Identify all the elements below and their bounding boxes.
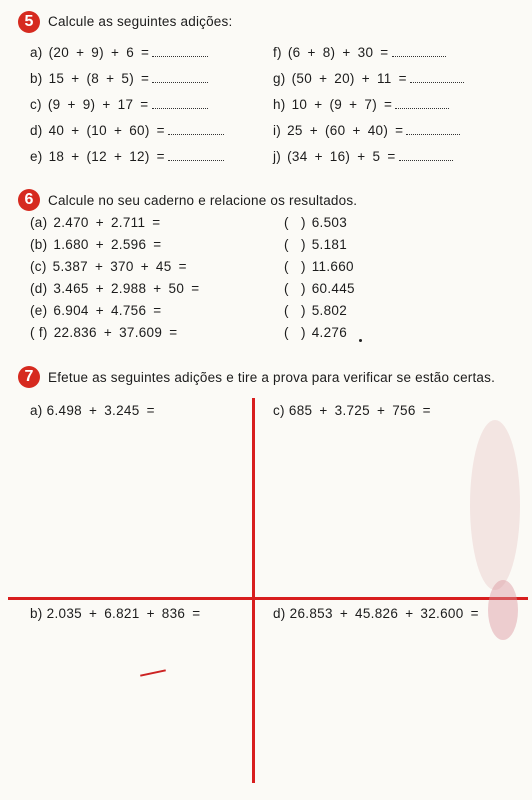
item-label: f)	[273, 45, 282, 60]
item-expression: 6.904 + 4.756 =	[53, 303, 162, 318]
exercise-row	[284, 325, 347, 340]
answer-parenthesis[interactable]: ( )	[284, 237, 306, 252]
exercise-row	[30, 303, 162, 318]
item-label: (a)	[30, 215, 48, 230]
exercise-row	[273, 123, 460, 138]
answer-blank[interactable]	[399, 150, 453, 161]
item-label: a)	[30, 45, 43, 60]
exercise-5-number: 5	[18, 11, 40, 33]
exercise-row	[284, 215, 347, 230]
exercise-row	[30, 237, 162, 252]
item-expression: (34 + 16) + 5 =	[287, 149, 396, 164]
item-label: d)	[273, 606, 286, 621]
exercise-6-instruction: Calcule no seu caderno e relacione os resultados.	[48, 193, 358, 208]
item-label: i)	[273, 123, 282, 138]
result-value: 11.660	[311, 259, 354, 274]
item-expression: 6.498 + 3.245 =	[46, 403, 155, 418]
item-expression: 26.853 + 45.826 + 32.600 =	[289, 606, 479, 621]
answer-blank[interactable]	[395, 98, 449, 109]
item-label: ( f)	[30, 325, 48, 340]
exercise-row	[284, 281, 355, 296]
exercise-5-instruction: Calcule as seguintes adições:	[48, 14, 233, 29]
item-label: e)	[30, 149, 43, 164]
result-value: 5.802	[311, 303, 348, 318]
item-expression: 2.470 + 2.711 =	[53, 215, 161, 230]
item-label: (b)	[30, 237, 48, 252]
exercise-row	[284, 237, 347, 252]
item-label: c)	[273, 403, 285, 418]
result-value: 4.276	[311, 325, 348, 340]
item-expression: (20 + 9) + 6 =	[48, 45, 150, 60]
answer-blank[interactable]	[152, 72, 208, 83]
exercise-row	[273, 71, 464, 86]
exercise-row	[30, 215, 161, 230]
paper-stain	[470, 420, 520, 590]
item-expression: 1.680 + 2.596 =	[53, 237, 162, 252]
exercise-6-number: 6	[18, 189, 40, 211]
answer-parenthesis[interactable]: ( )	[284, 259, 306, 274]
ink-dot	[359, 339, 362, 342]
item-expression: 15 + (8 + 5) =	[48, 71, 150, 86]
paper-stain	[488, 580, 518, 640]
result-value: 6.503	[311, 215, 348, 230]
item-expression: 22.836 + 37.609 =	[53, 325, 178, 340]
exercise-7-number: 7	[18, 366, 40, 388]
answer-blank[interactable]	[152, 98, 208, 109]
item-label: g)	[273, 71, 286, 86]
exercise-row	[30, 149, 224, 164]
answer-parenthesis[interactable]: ( )	[284, 303, 306, 318]
item-label: c)	[30, 97, 42, 112]
exercise-row	[30, 123, 224, 138]
answer-blank[interactable]	[410, 72, 464, 83]
item-expression: 685 + 3.725 + 756 =	[288, 403, 431, 418]
result-value: 60.445	[311, 281, 355, 296]
exercise-row	[30, 259, 187, 274]
exercise-row	[284, 303, 347, 318]
answer-parenthesis[interactable]: ( )	[284, 281, 306, 296]
item-label: b)	[30, 606, 43, 621]
item-expression: 18 + (12 + 12) =	[48, 149, 165, 164]
item-expression: 10 + (9 + 7) =	[291, 97, 393, 112]
item-expression: 25 + (60 + 40) =	[287, 123, 404, 138]
item-expression: 2.035 + 6.821 + 836 =	[46, 606, 201, 621]
item-label: (e)	[30, 303, 48, 318]
item-expression: (50 + 20) + 11 =	[291, 71, 407, 86]
answer-parenthesis[interactable]: ( )	[284, 215, 306, 230]
item-label: a)	[30, 403, 43, 418]
item-label: d)	[30, 123, 43, 138]
answer-blank[interactable]	[152, 46, 208, 57]
answer-blank[interactable]	[168, 150, 224, 161]
answer-blank[interactable]	[392, 46, 446, 57]
exercise-7-item-d	[273, 606, 479, 621]
item-expression: 3.465 + 2.988 + 50 =	[53, 281, 200, 296]
exercise-row	[273, 97, 449, 112]
item-label: (c)	[30, 259, 47, 274]
exercise-row	[273, 45, 446, 60]
exercise-row	[30, 97, 208, 112]
exercise-7-instruction: Efetue as seguintes adições e tire a prova para verificar se estão certas.	[48, 370, 496, 385]
exercise-7-item-c	[273, 403, 431, 418]
item-label: h)	[273, 97, 286, 112]
exercise-7-item-b	[30, 606, 200, 621]
exercise-row	[30, 45, 208, 60]
answer-parenthesis[interactable]: ( )	[284, 325, 306, 340]
exercise-7-item-a	[30, 403, 155, 418]
answer-blank[interactable]	[168, 124, 224, 135]
item-label: j)	[273, 149, 282, 164]
exercise-row	[30, 325, 177, 340]
exercise-row	[30, 71, 208, 86]
item-expression: 5.387 + 370 + 45 =	[52, 259, 187, 274]
result-value: 5.181	[311, 237, 348, 252]
pen-mark	[140, 669, 166, 676]
exercise-row	[284, 259, 354, 274]
answer-blank[interactable]	[406, 124, 460, 135]
exercise-row	[30, 281, 199, 296]
item-expression: (9 + 9) + 17 =	[47, 97, 149, 112]
vertical-divider	[252, 398, 255, 783]
exercise-row	[273, 149, 453, 164]
horizontal-divider	[8, 597, 528, 600]
item-label: b)	[30, 71, 43, 86]
item-expression: 40 + (10 + 60) =	[48, 123, 165, 138]
item-label: (d)	[30, 281, 48, 296]
item-expression: (6 + 8) + 30 =	[287, 45, 389, 60]
